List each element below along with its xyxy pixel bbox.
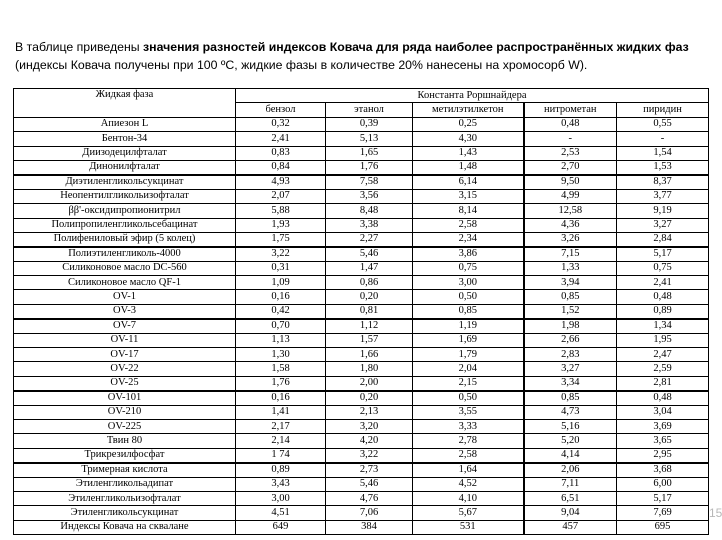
value-cell: 695 [617, 520, 709, 534]
value-cell: 2,07 [236, 189, 326, 203]
phase-name-cell: Динонилфталат [14, 160, 236, 174]
table-row [14, 304, 709, 318]
value-cell: 3,15 [413, 189, 524, 203]
value-cell: 0,20 [326, 290, 413, 304]
value-cell: 2,70 [524, 160, 617, 174]
phase-name-cell: OV-22 [14, 362, 236, 376]
value-cell: 4,20 [326, 434, 413, 448]
value-cell: 1,19 [413, 319, 524, 333]
value-cell: 0,84 [236, 160, 326, 174]
table-row [14, 247, 709, 261]
value-cell: 2,66 [524, 333, 617, 347]
column-header: бензол [236, 103, 326, 117]
value-cell: 7,11 [524, 477, 617, 491]
table-row [14, 405, 709, 419]
value-cell: 2,84 [617, 232, 709, 246]
value-cell: 0,25 [413, 117, 524, 131]
value-cell: 0,48 [617, 290, 709, 304]
value-cell: 1,48 [413, 160, 524, 174]
value-cell: 2,41 [617, 276, 709, 290]
table-row [14, 333, 709, 347]
phase-name-cell: Полифениловый эфир (5 колец) [14, 232, 236, 246]
value-cell: 3,26 [524, 232, 617, 246]
value-cell: 1,58 [236, 362, 326, 376]
value-cell: 1,80 [326, 362, 413, 376]
intro-text-conditions: (индексы Ковача получены при 100 ºС, жидкие фазы в количестве 20% нанесены на хромосорб W). [15, 58, 588, 72]
phase-name-cell: Тримерная кислота [14, 463, 236, 477]
table-row [14, 232, 709, 246]
value-cell: 1,30 [236, 348, 326, 362]
value-cell: 0,89 [617, 304, 709, 318]
value-cell: 3,43 [236, 477, 326, 491]
phase-name-cell: ββ'-оксидипропионитрил [14, 204, 236, 218]
value-cell: 0,85 [413, 304, 524, 318]
value-cell: 457 [524, 520, 617, 534]
value-cell: 3,27 [617, 218, 709, 232]
table-row [14, 448, 709, 462]
value-cell: 0,70 [236, 319, 326, 333]
value-cell: 3,69 [617, 419, 709, 433]
value-cell: 2,14 [236, 434, 326, 448]
value-cell: 1,69 [413, 333, 524, 347]
value-cell: 6,00 [617, 477, 709, 491]
value-cell: 3,04 [617, 405, 709, 419]
value-cell: 5,13 [326, 132, 413, 146]
value-cell: 5,67 [413, 506, 524, 520]
value-cell: 2,53 [524, 146, 617, 160]
phase-name-cell: OV-25 [14, 376, 236, 390]
table-row [14, 491, 709, 505]
value-cell: 1,52 [524, 304, 617, 318]
value-cell: 0,75 [413, 261, 524, 275]
value-cell: 4,10 [413, 491, 524, 505]
value-cell: 0,86 [326, 276, 413, 290]
value-cell: 4,36 [524, 218, 617, 232]
value-cell: 1,76 [236, 376, 326, 390]
value-cell: 4,14 [524, 448, 617, 462]
value-cell: 5,17 [617, 491, 709, 505]
value-cell: 2,15 [413, 376, 524, 390]
value-cell: 4,52 [413, 477, 524, 491]
value-cell: 1,76 [326, 160, 413, 174]
value-cell: 5,17 [617, 247, 709, 261]
value-cell: 1,93 [236, 218, 326, 232]
value-cell: 0,48 [617, 391, 709, 405]
phase-name-cell: OV-101 [14, 391, 236, 405]
value-cell: 3,34 [524, 376, 617, 390]
table-row [14, 189, 709, 203]
value-cell: 2,73 [326, 463, 413, 477]
value-cell: 2,83 [524, 348, 617, 362]
value-cell: 1,54 [617, 146, 709, 160]
value-cell: 1,13 [236, 333, 326, 347]
value-cell: 0,50 [413, 290, 524, 304]
value-cell: 0,32 [236, 117, 326, 131]
value-cell: 0,39 [326, 117, 413, 131]
value-cell: 649 [236, 520, 326, 534]
phase-name-cell: Твин 80 [14, 434, 236, 448]
value-cell: 0,31 [236, 261, 326, 275]
table-row [14, 463, 709, 477]
value-cell: 8,14 [413, 204, 524, 218]
phase-name-cell: Неопентилгликольизофталат [14, 189, 236, 203]
value-cell: 1,33 [524, 261, 617, 275]
table-row [14, 520, 709, 534]
table-row [14, 391, 709, 405]
value-cell: 3,65 [617, 434, 709, 448]
value-cell: 3,00 [236, 491, 326, 505]
value-cell: 2,04 [413, 362, 524, 376]
value-cell: 2,06 [524, 463, 617, 477]
phase-name-cell: Силиконовое масло QF-1 [14, 276, 236, 290]
value-cell: 1,12 [326, 319, 413, 333]
value-cell: 9,50 [524, 175, 617, 189]
column-header: нитрометан [524, 103, 617, 117]
value-cell: 0,50 [413, 391, 524, 405]
value-cell: 3,20 [326, 419, 413, 433]
value-cell: - [524, 132, 617, 146]
value-cell: 2,34 [413, 232, 524, 246]
value-cell: 8,37 [617, 175, 709, 189]
table-row [14, 506, 709, 520]
column-header: метилэтилкетон [413, 103, 524, 117]
value-cell: 1,66 [326, 348, 413, 362]
header-rohrschneider-constant: Константа Роршнайдера [236, 89, 709, 103]
value-cell: 4,30 [413, 132, 524, 146]
intro-text: В таблице приведены [15, 40, 144, 54]
table-row [14, 376, 709, 390]
phase-name-cell: Силиконовое масло DC-560 [14, 261, 236, 275]
table-row [14, 477, 709, 491]
table-row [14, 218, 709, 232]
header-liquid-phase: Жидкая фаза [14, 89, 236, 118]
value-cell: 0,85 [524, 391, 617, 405]
value-cell: 5,20 [524, 434, 617, 448]
table-row [14, 434, 709, 448]
intro-paragraph [15, 38, 710, 74]
phase-name-cell: OV-225 [14, 419, 236, 433]
table-row [14, 348, 709, 362]
value-cell: - [617, 132, 709, 146]
value-cell: 0,75 [617, 261, 709, 275]
value-cell: 1,79 [413, 348, 524, 362]
value-cell: 4,76 [326, 491, 413, 505]
value-cell: 2,13 [326, 405, 413, 419]
value-cell: 1,53 [617, 160, 709, 174]
value-cell: 1,41 [236, 405, 326, 419]
value-cell: 1,95 [617, 333, 709, 347]
value-cell: 5,16 [524, 419, 617, 433]
value-cell: 2,00 [326, 376, 413, 390]
table-row [14, 132, 709, 146]
value-cell: 1,34 [617, 319, 709, 333]
value-cell: 2,78 [413, 434, 524, 448]
intro-bold-text: значения разностей индексов Ковача для ряда наиболее распространённых жидких фаз [143, 40, 689, 54]
value-cell: 1,43 [413, 146, 524, 160]
phase-name-cell: Полиэтиленгликоль-4000 [14, 247, 236, 261]
value-cell: 1,75 [236, 232, 326, 246]
value-cell: 3,56 [326, 189, 413, 203]
value-cell: 3,33 [413, 419, 524, 433]
value-cell: 2,58 [413, 448, 524, 462]
value-cell: 3,00 [413, 276, 524, 290]
value-cell: 4,93 [236, 175, 326, 189]
value-cell: 2,27 [326, 232, 413, 246]
value-cell: 1,09 [236, 276, 326, 290]
value-cell: 7,15 [524, 247, 617, 261]
phase-name-cell: Бентон-34 [14, 132, 236, 146]
value-cell: 9,04 [524, 506, 617, 520]
rohrschneider-table [13, 88, 709, 535]
value-cell: 0,42 [236, 304, 326, 318]
value-cell: 3,94 [524, 276, 617, 290]
value-cell: 531 [413, 520, 524, 534]
table-row [14, 419, 709, 433]
value-cell: 2,47 [617, 348, 709, 362]
table-row [14, 319, 709, 333]
table-row [14, 117, 709, 131]
phase-name-cell: OV-3 [14, 304, 236, 318]
phase-name-cell: Индексы Ковача на сквалане [14, 520, 236, 534]
value-cell: 2,58 [413, 218, 524, 232]
table-row [14, 362, 709, 376]
table-row [14, 276, 709, 290]
value-cell: 3,77 [617, 189, 709, 203]
value-cell: 1,47 [326, 261, 413, 275]
phase-name-cell: OV-11 [14, 333, 236, 347]
value-cell: 0,85 [524, 290, 617, 304]
value-cell: 1,65 [326, 146, 413, 160]
page-number: 15 [709, 506, 722, 520]
value-cell: 3,86 [413, 247, 524, 261]
value-cell: 5,46 [326, 477, 413, 491]
table-row [14, 146, 709, 160]
value-cell: 4,51 [236, 506, 326, 520]
column-header: пиридин [617, 103, 709, 117]
value-cell: 9,19 [617, 204, 709, 218]
value-cell: 3,38 [326, 218, 413, 232]
phase-name-cell: Этиленгликольсукцинат [14, 506, 236, 520]
phase-name-cell: OV-7 [14, 319, 236, 333]
phase-name-cell: Трикрезилфосфат [14, 448, 236, 462]
value-cell: 2,41 [236, 132, 326, 146]
value-cell: 384 [326, 520, 413, 534]
value-cell: 0,83 [236, 146, 326, 160]
value-cell: 5,46 [326, 247, 413, 261]
phase-name-cell: Диэтиленгликольсукцинат [14, 175, 236, 189]
table-row [14, 175, 709, 189]
value-cell: 0,55 [617, 117, 709, 131]
value-cell: 1 74 [236, 448, 326, 462]
value-cell: 3,68 [617, 463, 709, 477]
value-cell: 0,20 [326, 391, 413, 405]
phase-name-cell: OV-1 [14, 290, 236, 304]
value-cell: 8,48 [326, 204, 413, 218]
value-cell: 0,48 [524, 117, 617, 131]
column-header: этанол [326, 103, 413, 117]
table-row [14, 204, 709, 218]
value-cell: 2,59 [617, 362, 709, 376]
value-cell: 0,16 [236, 290, 326, 304]
value-cell: 1,98 [524, 319, 617, 333]
value-cell: 6,51 [524, 491, 617, 505]
phase-name-cell: Этиленгликольизофталат [14, 491, 236, 505]
phase-name-cell: OV-210 [14, 405, 236, 419]
phase-name-cell: Полипропиленгликольсебацинат [14, 218, 236, 232]
table-row [14, 261, 709, 275]
phase-name-cell: Диизодецилфталат [14, 146, 236, 160]
table-row [14, 290, 709, 304]
value-cell: 3,27 [524, 362, 617, 376]
phase-name-cell: OV-17 [14, 348, 236, 362]
value-cell: 7,69 [617, 506, 709, 520]
value-cell: 2,95 [617, 448, 709, 462]
value-cell: 1,57 [326, 333, 413, 347]
value-cell: 2,81 [617, 376, 709, 390]
value-cell: 3,55 [413, 405, 524, 419]
value-cell: 2,17 [236, 419, 326, 433]
table-row [14, 160, 709, 174]
value-cell: 3,22 [236, 247, 326, 261]
value-cell: 5,88 [236, 204, 326, 218]
phase-name-cell: Апиезон L [14, 117, 236, 131]
value-cell: 7,58 [326, 175, 413, 189]
value-cell: 12,58 [524, 204, 617, 218]
value-cell: 4,99 [524, 189, 617, 203]
value-cell: 3,22 [326, 448, 413, 462]
value-cell: 4,73 [524, 405, 617, 419]
value-cell: 0,89 [236, 463, 326, 477]
phase-name-cell: Этиленгликольадипат [14, 477, 236, 491]
value-cell: 0,16 [236, 391, 326, 405]
value-cell: 0,81 [326, 304, 413, 318]
value-cell: 7,06 [326, 506, 413, 520]
value-cell: 1,64 [413, 463, 524, 477]
value-cell: 6,14 [413, 175, 524, 189]
